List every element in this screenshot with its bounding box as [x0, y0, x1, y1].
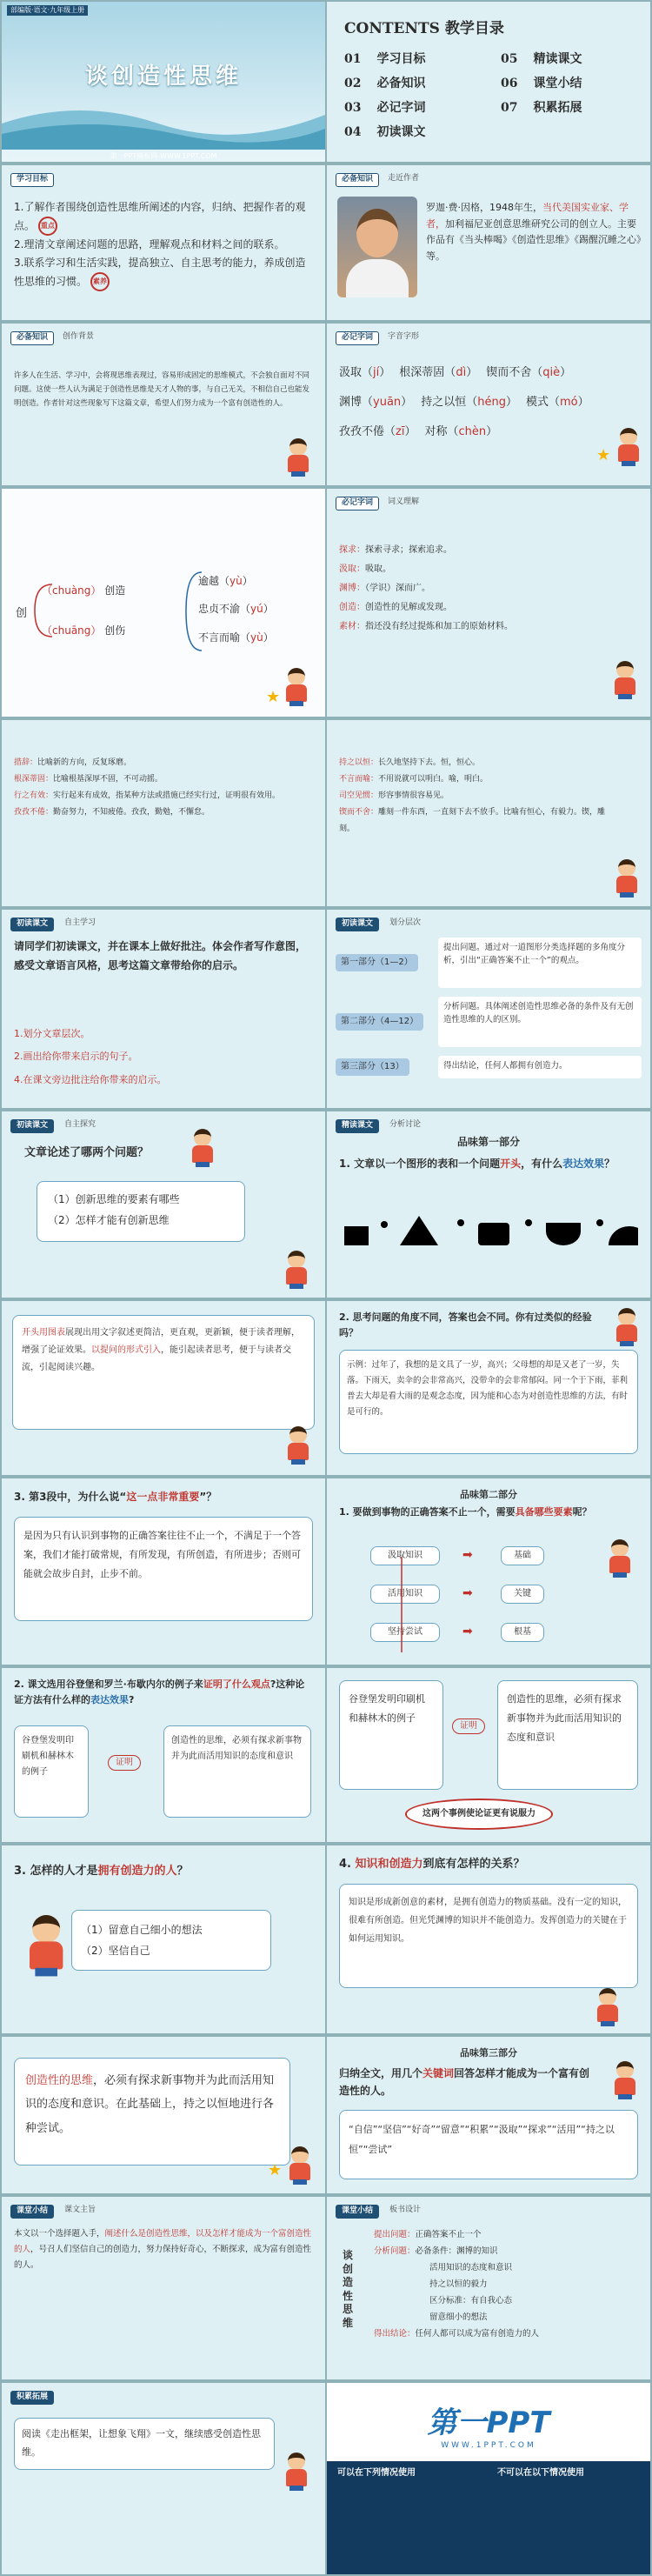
kid-icon — [188, 1129, 217, 1167]
arrow-icon: ➡ — [462, 1548, 473, 1562]
board-line — [374, 2292, 643, 2309]
extend-tag: 积累拓展 — [10, 2391, 54, 2405]
meaning: 勤奋努力，不知疲倦。孜孜，勤勉，不懈怠。 — [53, 807, 210, 817]
para3-slide — [2, 1478, 325, 1665]
pinyin-close: ） — [379, 366, 391, 379]
vocab2-left — [14, 755, 313, 821]
chars-tag: 必记字词 — [336, 331, 379, 345]
pinyin-open: （ — [444, 366, 456, 379]
term: 司空见惯： — [339, 791, 379, 800]
pinyin-open: （ — [466, 395, 478, 409]
para3-question: 3. 第3段中，为什么说“这一点非常重要”？ — [14, 1491, 217, 1503]
board-key: 得出结论： — [374, 2329, 416, 2339]
contents-number: 06 — [501, 77, 518, 90]
paren: （ — [240, 603, 251, 616]
part2b-question: 2. 课文选用谷登堡和罗兰·布歇内尔的例子来证明了什么观点?这种论证方法有什么样的表达效果? — [14, 1678, 305, 1705]
read1-sub: 自主学习 — [64, 918, 96, 927]
term: 持之以恒： — [339, 758, 379, 767]
definition-line — [14, 771, 313, 788]
background-sub: 创作背景 — [63, 332, 95, 341]
analysis1-head: 品味第一部分 — [456, 1136, 520, 1148]
contents-label: 课堂小结 — [533, 77, 582, 90]
pinyin-open: （ — [362, 366, 374, 379]
ans1-box: 开头用图表展现出用文字叙述更简洁，更直观，更新颖，便于读者理解，增强了论证效果。以提问的形式引入，能引起读者思考，便于与读者交流，引起阅读兴趣。 — [12, 1315, 315, 1430]
part2-question: 1. 要做到事物的正确答案不止一个，需要具备哪些要素呢？ — [339, 1506, 592, 1518]
definition-line — [14, 755, 313, 771]
read1-lead: 请同学们初读课文，并在课本上做好批注。体会作者写作意图，感受文章语言风格，思考这篇文章带给你的启示。 — [14, 940, 307, 971]
pinyin: yù — [250, 631, 263, 644]
structure-sub: 划分层次 — [389, 918, 422, 927]
contents-item[interactable] — [344, 50, 425, 70]
term: 探求： — [339, 545, 365, 555]
contents-number: 01 — [344, 52, 362, 66]
arrow-icon: ➡ — [462, 1625, 473, 1638]
kid-icon — [612, 859, 642, 898]
ad-left-heading: 可以在下列情况使用 — [337, 2468, 416, 2478]
extend-slide — [2, 2383, 325, 2574]
meaning: 创造性的见解或发现。 — [365, 603, 452, 612]
vocab2-left-slide — [2, 720, 325, 906]
analysis1-sub: 分析讨论 — [389, 1120, 422, 1129]
meaning: （学识）深而广。 — [365, 584, 430, 593]
meaning: 长久地坚持下去。恒，恒心。 — [378, 758, 481, 767]
kid-icon — [614, 428, 643, 466]
meaning: 指还没有经过提炼和加工的原始材料。 — [365, 622, 513, 631]
read1-tag: 初读课文 — [10, 918, 54, 931]
inquiry-answer: （1）创新思维的要素有哪些 （2）怎样才能有创新思维 — [37, 1181, 245, 1242]
paren: ） — [263, 631, 274, 644]
star-icon: ★ — [266, 688, 281, 706]
contents-heading: CONTENTS 教学目录 — [344, 20, 504, 37]
paren: （ — [240, 631, 251, 644]
kid-icon — [282, 1251, 311, 1289]
chars-sub: 字音字形 — [388, 332, 420, 341]
part2b-left: 谷登堡发明印刷机和赫林木的例子 — [14, 1725, 89, 1818]
relation-question: 4. 知识和创造力到底有怎样的关系？ — [339, 1858, 525, 1871]
ad-slide — [327, 2383, 650, 2574]
ad-footer — [327, 2461, 650, 2574]
vocab-sub: 词义理解 — [388, 497, 420, 506]
author-photo — [337, 197, 417, 297]
definition-line — [339, 788, 614, 804]
part3-question: 归纳全文，用几个关键词回答怎样才能成为一个富有创造性的人。 — [339, 2067, 590, 2098]
vocab-lines — [339, 541, 626, 637]
term: 渊博： — [339, 584, 365, 593]
ans2-question: 2. 思考问题的角度不同，答案也会不同。你有过类似的经验吗？ — [339, 1311, 592, 1338]
contents-slide — [327, 2, 650, 162]
term: 措辞： — [14, 758, 38, 767]
structure-part-text: 提出问题。通过对一道图形分类选择题的多角度分析，引出“正确答案不止一个”的观点。 — [438, 938, 642, 988]
board-value: 活用知识的态度和意识 — [429, 2263, 513, 2272]
word: 对称 — [424, 424, 448, 438]
structure-part-text: 分析问题。具体阐述创造性思维必备的条件及有无创造性思维的人的区别。 — [438, 997, 642, 1047]
background-tag: 必备知识 — [10, 331, 54, 345]
pinyin-open: （ — [384, 424, 396, 438]
structure-part-label: 第二部分（4—12） — [336, 1013, 423, 1031]
kid-icon — [283, 1426, 313, 1465]
part2-slide — [327, 1478, 650, 1665]
paren: ） — [242, 575, 253, 587]
part2c-left: 谷登堡发明印刷机和赫林木的例子 — [339, 1680, 443, 1790]
inquiry-slide — [2, 1111, 325, 1298]
definition-line — [339, 617, 626, 637]
structure-tag: 初读课文 — [336, 918, 379, 931]
lesson-title: 谈创造性思维 — [84, 63, 242, 90]
contents-label: 学习目标 — [376, 52, 426, 66]
board-value: 必备条件：渊博的知识 — [415, 2246, 498, 2256]
publisher-label: 部编版·语文·九年级上册 — [7, 5, 88, 16]
definition-line — [14, 804, 313, 821]
board-vertical: 谈创造性思维 — [343, 2249, 354, 2329]
goals-slide — [2, 165, 325, 320]
kid-icon — [612, 1308, 642, 1346]
board-lines — [374, 2226, 643, 2342]
chars-slide — [327, 324, 650, 485]
contents-number: 02 — [344, 77, 362, 90]
summary-text: 本文以一个选择题入手，阐述什么是创造性思维，以及怎样才能成为一个富创造性的人，号召人们坚信自己的创造力，努力保持好奇心，不断探求，成为富有创造性的人。 — [14, 2229, 312, 2271]
structure-slide — [327, 910, 650, 1108]
definition-line — [339, 755, 614, 771]
contents-number: 07 — [501, 101, 518, 115]
background-slide — [2, 324, 325, 485]
flow-right: 基础 — [501, 1546, 544, 1565]
goal-2: 2.理清文章阐述问题的思路，理解观点和材料之间的联系。 — [14, 238, 285, 250]
term: 行之有效： — [14, 791, 54, 800]
stamp-key-point: 重点 — [38, 217, 57, 236]
kid-icon — [23, 1915, 70, 1976]
word: 汲取 — [339, 366, 363, 379]
pinyin-open: （ — [548, 395, 560, 409]
contents-number: 03 — [344, 101, 362, 115]
structure-part-label: 第一部分（1—2） — [336, 954, 418, 971]
author-text: 罗迦·费·因格，1948年生，当代美国实业家、学者，加利福尼亚创意思维研究公司的创立人。主要作品有《当头棒喝》《创造性思维》《踢醒沉睡之心》等。 — [426, 202, 642, 263]
pinyin: yuān — [373, 395, 402, 409]
part3-words: “自信”“坚信”“好奇”“留意”“积累”“汲取”“探求”“活用”“持之以恒”“尝试” — [339, 2110, 638, 2179]
ad-brand: 第一PPT — [427, 2406, 550, 2440]
word: 模式 — [525, 395, 549, 409]
kid-icon — [283, 438, 313, 477]
pinyin-close: ） — [560, 366, 572, 379]
pinyin: zī — [396, 424, 405, 438]
chars-row — [339, 388, 626, 417]
read1-tasks: 1.划分文章层次。 2.画出给你带来启示的句子。 4.在课文旁边批注给你带来的启示。 — [14, 1028, 167, 1085]
kid-icon — [282, 2453, 311, 2491]
pinyin: yú — [250, 603, 263, 616]
contents-label: 积累拓展 — [533, 101, 582, 115]
chars-row — [339, 417, 626, 447]
arrow-icon: ➡ — [462, 1586, 473, 1600]
contents-label: 必记字词 — [376, 101, 426, 115]
ad-url: WWW.1PPT.COM — [441, 2441, 536, 2450]
flow-right: 根基 — [501, 1623, 544, 1642]
vocab2-right-slide — [327, 720, 650, 906]
chars-rows — [339, 358, 626, 446]
meaning: 探索寻求；探索追求。 — [365, 545, 452, 555]
tree-slide — [2, 489, 325, 717]
relation-slide — [327, 1845, 650, 2033]
board-line — [374, 2243, 643, 2259]
who-question: 3. 怎样的人才是拥有创造力的人？ — [14, 1865, 189, 1878]
contents-label: 初读课文 — [376, 125, 426, 139]
word: 渊博 — [339, 395, 363, 409]
flow-right: 关键 — [501, 1585, 544, 1604]
pinyin: yù — [230, 575, 243, 587]
attitude-slide — [2, 2037, 325, 2193]
word: 持之以恒 — [421, 395, 467, 409]
definition-line — [339, 771, 614, 788]
author-tag: 必备知识 — [336, 173, 379, 187]
who-slide — [2, 1845, 325, 2033]
ans2-slide — [327, 1301, 650, 1475]
read1-slide — [2, 910, 325, 1108]
kid-icon — [610, 2061, 640, 2099]
kid-icon — [285, 2146, 315, 2185]
pinyin: qiè — [542, 366, 561, 379]
vocab2-right — [339, 755, 614, 837]
analysis1-question: 1. 文章以一个图形的表和一个问题开头，有什么表达效果？ — [339, 1158, 615, 1170]
star-icon: ★ — [268, 2161, 283, 2179]
who-answer: （1）留意自己细小的想法 （2）坚信自己 — [71, 1910, 271, 1971]
attitude-box: 创造性的思维，必须有探求新事物并为此而活用知识的态度和意识。在此基础上，持之以恒地进行各种尝试。 — [14, 2058, 290, 2166]
word: 忠贞不渝 — [198, 603, 241, 616]
term: 根深蒂固： — [14, 774, 54, 784]
term: 孜孜不倦： — [14, 807, 54, 817]
goal-1: 1.了解作者围绕创造性思维所阐述的内容，归纳、把握作者的观点。 重点 — [14, 198, 309, 236]
word: 不言而喻 — [198, 631, 241, 644]
summary-tag: 课堂小结 — [10, 2205, 54, 2219]
contents-item[interactable] — [501, 75, 582, 94]
part2b-right: 创造性的思维，必须有探求新事物并为此而活用知识的态度和意识 — [163, 1725, 311, 1818]
pinyin-open: （ — [447, 424, 459, 438]
definition-line — [339, 598, 626, 617]
word: 孜孜不倦 — [339, 424, 385, 438]
flow-left: 坚持尝试 — [370, 1623, 440, 1642]
analysis1-tag: 精读课文 — [336, 1119, 379, 1133]
kid-icon — [282, 668, 311, 706]
meaning: 比喻新的方向，反复琢磨。 — [37, 758, 132, 767]
branch-2: （chuāng） 创伤 — [42, 624, 126, 637]
pinyin-open: （ — [362, 395, 374, 409]
pinyin: mó — [560, 395, 578, 409]
contents-number: 04 — [344, 125, 362, 139]
author-slide — [327, 165, 650, 320]
tree-word — [198, 567, 274, 595]
structure-part-text: 得出结论，任何人都拥有创造力。 — [438, 1056, 642, 1078]
kid-icon — [593, 1988, 622, 2026]
pinyin-close: ） — [404, 424, 416, 438]
star-icon: ★ — [596, 446, 611, 464]
board-value: 任何人都可以成为富有创造力的人 — [415, 2329, 540, 2339]
pinyin-close: ） — [577, 395, 589, 409]
ans2-answer: 示例：过年了，我想的是文具了一岁，高兴；父母想的却是又老了一岁，失落。下雨天，卖伞的会非常高兴，没带伞的会非常郁闷。同一个于下雨，菲利普去大却是看大雨的是观念态度，因为能和心态为对创造性思维的方法，有时是可行的。 — [339, 1350, 638, 1454]
definition-line — [339, 804, 614, 838]
ad-right-heading: 不可以在以下情况使用 — [497, 2468, 584, 2478]
goal-3: 3.联系学习和生活实践，提高独立、自主思考的能力，养成创造性思维的习惯。 素养 — [14, 254, 309, 291]
background-text: 许多人在生活、学习中，会将现思维表现过，容易形成固定的思维模式，不会独自面对不同问题。这使一些人认为满足于创造性思维是天才人物的事，与自己无关，不相信自己也能发明创造。作者针对这些现象写下这篇文章，希望人们努力成为一个富有创造性的人。 — [14, 371, 310, 409]
meaning: 雕刻一件东西，一直刻下去不放手。比喻有恒心，有毅力。锲，雕刻。 — [339, 807, 606, 833]
tree-word — [198, 595, 274, 623]
board-key: 分析问题： — [374, 2246, 416, 2256]
board-value: 区分标准：有自我心态 — [429, 2296, 513, 2306]
meaning: 不用说就可以明白。喻，明白。 — [378, 774, 489, 784]
part2c-right: 创造性的思维，必须有探求新事物并为此而活用知识的态度和意识 — [497, 1680, 638, 1790]
summary-slide — [2, 2197, 325, 2379]
board-value: 持之以恒的毅力 — [429, 2279, 488, 2289]
inquiry-question: 文章论述了哪两个问题？ — [24, 1146, 150, 1159]
definition-line — [339, 579, 626, 598]
contents-item[interactable] — [501, 99, 582, 118]
board-line — [374, 2309, 643, 2326]
tree-right — [198, 567, 274, 651]
part2c-slide — [327, 1668, 650, 1842]
flow-left: 活用知识 — [370, 1585, 440, 1604]
word: 逾越 — [198, 575, 220, 587]
part2b-arrow: 证明 — [108, 1755, 141, 1771]
term: 创造： — [339, 603, 365, 612]
flow-left: 汲取知识 — [370, 1546, 440, 1565]
word: 锲而不舍 — [486, 366, 532, 379]
part2c-arrow: 证明 — [452, 1718, 485, 1734]
contents-item[interactable] — [501, 50, 582, 70]
vocab-slide — [327, 489, 650, 717]
meaning: 比喻根基深厚不固，不可动摇。 — [53, 774, 163, 784]
part2c-note: 这两个事例使论证更有说服力 — [405, 1799, 553, 1830]
definition-line — [339, 560, 626, 579]
part2b-slide — [2, 1668, 325, 1842]
extend-text: 阅读《走出框架，让想象飞翔》一文，继续感受创造性思维。 — [14, 2418, 275, 2470]
vocab-tag: 必记字词 — [336, 497, 379, 511]
branch-1: （chuàng） 创造 — [42, 584, 126, 597]
board-line — [374, 2276, 643, 2292]
ans1-slide — [2, 1301, 325, 1475]
stamp-literacy: 素养 — [90, 272, 110, 291]
inquiry-sub: 自主探究 — [64, 1120, 96, 1129]
board-sub: 板书设计 — [389, 2206, 422, 2214]
inquiry-tag: 初读课文 — [10, 1119, 54, 1133]
contents-item[interactable] — [344, 75, 425, 94]
flow-connector — [396, 1557, 414, 1661]
definition-line — [339, 541, 626, 560]
term: 不言而喻： — [339, 774, 379, 784]
kid-icon — [605, 1539, 635, 1578]
paren: ） — [263, 603, 274, 616]
board-key: 提出问题： — [374, 2230, 416, 2239]
part2-head: 品味第二部分 — [460, 1489, 517, 1500]
paren: （ — [219, 575, 230, 587]
contents-item[interactable] — [344, 123, 425, 143]
contents-item[interactable] — [344, 99, 425, 118]
contents-label: 必备知识 — [376, 77, 426, 90]
chars-row — [339, 358, 626, 388]
contents-label: 精读课文 — [533, 52, 582, 66]
board-value: 正确答案不止一个 — [415, 2230, 482, 2239]
pinyin-close: ） — [505, 395, 517, 409]
board-tag: 课堂小结 — [336, 2205, 379, 2219]
goals-tag: 学习目标 — [10, 173, 54, 187]
board-value: 留意细小的想法 — [429, 2312, 488, 2322]
pinyin-close: ） — [401, 395, 413, 409]
shape-figures — [339, 1207, 638, 1251]
site-label: 第一PPT模板网-WWW.1PPT.COM — [110, 152, 217, 160]
relation-answer: 知识是形成新创意的素材，是拥有创造力的物质基础。没有一定的知识，很难有所创造。但光凭渊博的知识并不能创造力。发挥创造力的关键在于如何运用知识。 — [339, 1884, 638, 1988]
pinyin: héng — [477, 395, 506, 409]
wave-decoration — [2, 89, 325, 150]
board-line — [374, 2326, 643, 2342]
board-line — [374, 2226, 643, 2243]
pinyin-close: ） — [486, 424, 498, 438]
pinyin: jí — [373, 366, 380, 379]
title-slide — [2, 2, 325, 162]
part3-head: 品味第三部分 — [460, 2047, 517, 2059]
para3-answer: 是因为只有认识到事物的正确答案往往不止一个，不满足于一个答案，我们才能打破常规，有所发现，有所创造，有所进步；否则可能就会故步自封，止步不前。 — [14, 1517, 313, 1621]
meaning: 实行起来有成效，指某种方法或措施已经实行过，证明很有效用。 — [53, 791, 281, 800]
author-sub: 走近作者 — [388, 174, 420, 183]
definition-line — [14, 788, 313, 804]
part3-slide — [327, 2037, 650, 2193]
analysis1-slide — [327, 1111, 650, 1298]
pinyin-close: ） — [466, 366, 478, 379]
word: 根深蒂固 — [399, 366, 445, 379]
term: 汲取： — [339, 564, 365, 574]
contents-number: 05 — [501, 52, 518, 66]
tree-word — [198, 624, 274, 651]
kid-icon — [610, 661, 640, 699]
tree-root: 创 — [16, 607, 28, 620]
term: 锲而不舍： — [339, 807, 379, 817]
board-line — [374, 2259, 643, 2276]
meaning: 形容事情很容易见。 — [378, 791, 449, 800]
structure-part-label: 第三部分（13） — [336, 1058, 409, 1076]
pinyin: chèn — [458, 424, 487, 438]
meaning: 吸取。 — [365, 564, 391, 574]
pinyin-open: （ — [531, 366, 543, 379]
board-slide — [327, 2197, 650, 2379]
term: 素材： — [339, 622, 365, 631]
summary-sub: 课文主旨 — [64, 2206, 96, 2214]
pinyin: dì — [456, 366, 467, 379]
